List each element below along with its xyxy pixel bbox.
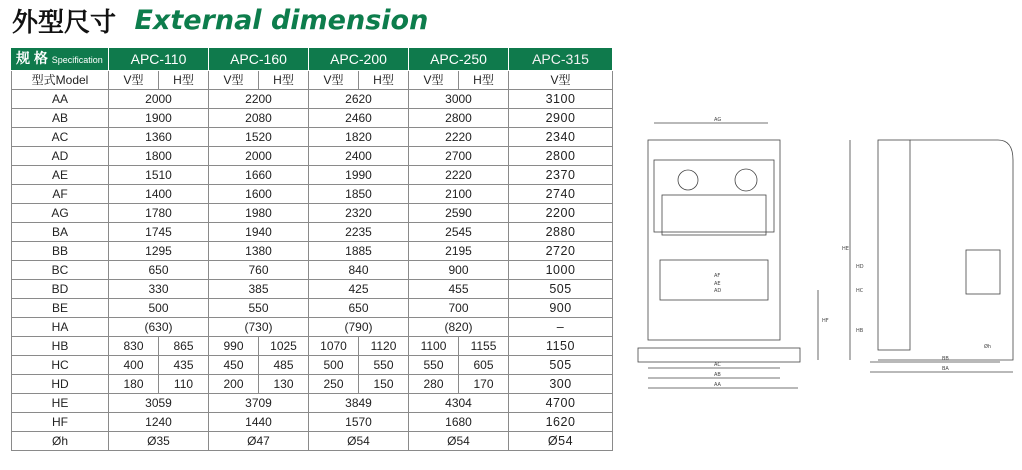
table-cell: 1820 [309,128,409,147]
table-row [12,318,613,337]
table-row [12,261,613,280]
table-cell: 2200 [209,90,309,109]
table-cell: 1380 [209,242,309,261]
row-label: AA [12,90,109,109]
table-cell: Ø54 [509,432,613,451]
model-header: APC-250 [409,48,509,71]
table-cell: 1940 [209,223,309,242]
table-cell: 4700 [509,394,613,413]
table-cell: 3100 [509,90,613,109]
row-label: HA [12,318,109,337]
table-cell: 4304 [409,394,509,413]
table-row [12,242,613,261]
table-cell: 3059 [109,394,209,413]
model-header: APC-315 [509,48,613,71]
gauge-right [735,169,757,191]
table-cell: 1000 [509,261,613,280]
label-bb: BB [942,356,949,362]
row-label: BA [12,223,109,242]
table-cell: 200 [209,375,259,394]
type-h: H型 [159,71,209,90]
row-label: AB [12,109,109,128]
table-cell: 2000 [109,90,209,109]
type-h: H型 [459,71,509,90]
row-label: BB [12,242,109,261]
table-cell: 3000 [409,90,509,109]
type-h: H型 [359,71,409,90]
table-cell: 650 [309,299,409,318]
label-ae: AE [714,281,721,287]
table-cell: 2340 [509,128,613,147]
row-label: HF [12,413,109,432]
table-cell: 1745 [109,223,209,242]
table-cell: 280 [409,375,459,394]
model-header: APC-110 [109,48,209,71]
table-cell: 2000 [209,147,309,166]
table-cell: 1990 [309,166,409,185]
table-row [12,204,613,223]
table-row [12,432,613,451]
table-cell: 990 [209,337,259,356]
label-ad: AD [714,288,722,294]
front-view-drawing [638,123,1013,388]
table-cell: 550 [359,356,409,375]
table-cell: 500 [309,356,359,375]
type-v: V型 [409,71,459,90]
table-row [12,375,613,394]
technical-drawings [628,100,1022,400]
spec-header: 规 格 Specification [12,48,109,71]
table-cell: 1660 [209,166,309,185]
table-cell: 2590 [409,204,509,223]
section-title [12,2,428,42]
table-cell: 250 [309,375,359,394]
table-cell: 180 [109,375,159,394]
model-header: APC-200 [309,48,409,71]
table-row [12,109,613,128]
table-cell: 1025 [259,337,309,356]
table-cell: Ø35 [109,432,209,451]
type-h: H型 [259,71,309,90]
model-header: APC-160 [209,48,309,71]
table-cell: 3849 [309,394,409,413]
row-label: HB [12,337,109,356]
table-cell: 110 [159,375,209,394]
table-cell: 300 [509,375,613,394]
table-cell: 605 [459,356,509,375]
label-hb: HB [856,328,864,334]
table-cell: (790) [309,318,409,337]
table-cell: 505 [509,356,613,375]
row-label: BE [12,299,109,318]
table-cell: (630) [109,318,209,337]
table-cell: 2740 [509,185,613,204]
table-cell: 130 [259,375,309,394]
label-hf: HF [822,318,829,324]
table-cell: 1510 [109,166,209,185]
table-cell: 505 [509,280,613,299]
row-label: BD [12,280,109,299]
table-cell: (730) [209,318,309,337]
table-cell: 550 [209,299,309,318]
table-row [12,413,613,432]
label-af: AF [714,273,721,279]
row-label: Øh [12,432,109,451]
row-label: BC [12,261,109,280]
row-label: AE [12,166,109,185]
table-cell: 485 [259,356,309,375]
dimension-table [11,47,613,451]
table-cell: 2370 [509,166,613,185]
title-en: External dimension [134,5,429,36]
type-v: V型 [209,71,259,90]
table-cell: (820) [409,318,509,337]
label-oh: Øh [984,344,992,350]
table-cell: 330 [109,280,209,299]
table-row [12,299,613,318]
table-cell: 1780 [109,204,209,223]
table-cell: 1680 [409,413,509,432]
table-cell: 1980 [209,204,309,223]
table-cell: 150 [359,375,409,394]
table-cell: 2880 [509,223,613,242]
side-box [966,250,1000,294]
table-cell: 1885 [309,242,409,261]
model-label: 型式Model [12,71,109,90]
table-cell: 2100 [409,185,509,204]
table-cell: 760 [209,261,309,280]
label-ag: AG [714,117,722,123]
table-cell: 1620 [509,413,613,432]
row-label: AF [12,185,109,204]
bolster [660,260,768,300]
label-he: HE [842,246,849,252]
table-cell: 2800 [409,109,509,128]
label-ba: BA [942,366,949,372]
table-cell: 450 [209,356,259,375]
side-frame [878,140,910,350]
table-row [12,280,613,299]
type-row [12,71,613,90]
label-ac: AC [714,362,721,368]
table-cell: 2080 [209,109,309,128]
table-cell: 2200 [509,204,613,223]
table-cell: 455 [409,280,509,299]
table-cell: 385 [209,280,309,299]
table-cell: 2400 [309,147,409,166]
table-cell: 2720 [509,242,613,261]
table-row [12,166,613,185]
table-row [12,185,613,204]
title-zh: 外型尺寸 [12,8,117,38]
label-aa: AA [714,382,721,388]
table-cell: 1400 [109,185,209,204]
table-cell: 435 [159,356,209,375]
label-ab: AB [714,372,721,378]
table-cell: 1570 [309,413,409,432]
table-row [12,147,613,166]
type-v: V型 [109,71,159,90]
table-cell: 1100 [409,337,459,356]
table-cell: 1070 [309,337,359,356]
table-cell: 1520 [209,128,309,147]
table-cell: Ø54 [409,432,509,451]
table-cell: 2700 [409,147,509,166]
table-cell: 2545 [409,223,509,242]
table-row [12,394,613,413]
table-cell: 1850 [309,185,409,204]
table-cell: 425 [309,280,409,299]
table-cell: 2235 [309,223,409,242]
table-row [12,223,613,242]
table-cell: Ø47 [209,432,309,451]
table-cell: 840 [309,261,409,280]
table-cell: 500 [109,299,209,318]
row-label: HD [12,375,109,394]
row-label: AD [12,147,109,166]
table-cell: 2220 [409,128,509,147]
label-hd: HD [856,264,864,270]
table-cell: 830 [109,337,159,356]
front-crown [654,160,774,232]
table-cell: 865 [159,337,209,356]
table-cell: – [509,318,613,337]
table-cell: 2800 [509,147,613,166]
table-cell: 2220 [409,166,509,185]
table-cell: 900 [409,261,509,280]
table-row [12,128,613,147]
row-label: AG [12,204,109,223]
front-frame [648,140,780,340]
table-cell: 550 [409,356,459,375]
table-cell: 400 [109,356,159,375]
table-cell: 1155 [459,337,509,356]
table-cell: 1600 [209,185,309,204]
table-cell: 1240 [109,413,209,432]
base [638,348,800,362]
label-hc: HC [856,288,864,294]
table-row [12,337,613,356]
table-cell: 1900 [109,109,209,128]
table-cell: 2195 [409,242,509,261]
table-cell: 2320 [309,204,409,223]
table-cell: 1120 [359,337,409,356]
table-cell: 2620 [309,90,409,109]
row-label: AC [12,128,109,147]
row-label: HE [12,394,109,413]
table-row [12,356,613,375]
table-cell: Ø54 [309,432,409,451]
type-v: V型 [309,71,359,90]
slide [662,195,766,235]
table-cell: 650 [109,261,209,280]
table-cell: 3709 [209,394,309,413]
table-cell: 2460 [309,109,409,128]
table-header-row [12,48,613,71]
table-cell: 900 [509,299,613,318]
table-cell: 1800 [109,147,209,166]
table-cell: 170 [459,375,509,394]
row-label: HC [12,356,109,375]
table-cell: 700 [409,299,509,318]
gauge-left [678,170,698,190]
table-row [12,90,613,109]
table-cell: 1440 [209,413,309,432]
table-cell: 1360 [109,128,209,147]
type-v: V型 [509,71,613,90]
table-cell: 2900 [509,109,613,128]
table-cell: 1150 [509,337,613,356]
table-cell: 1295 [109,242,209,261]
